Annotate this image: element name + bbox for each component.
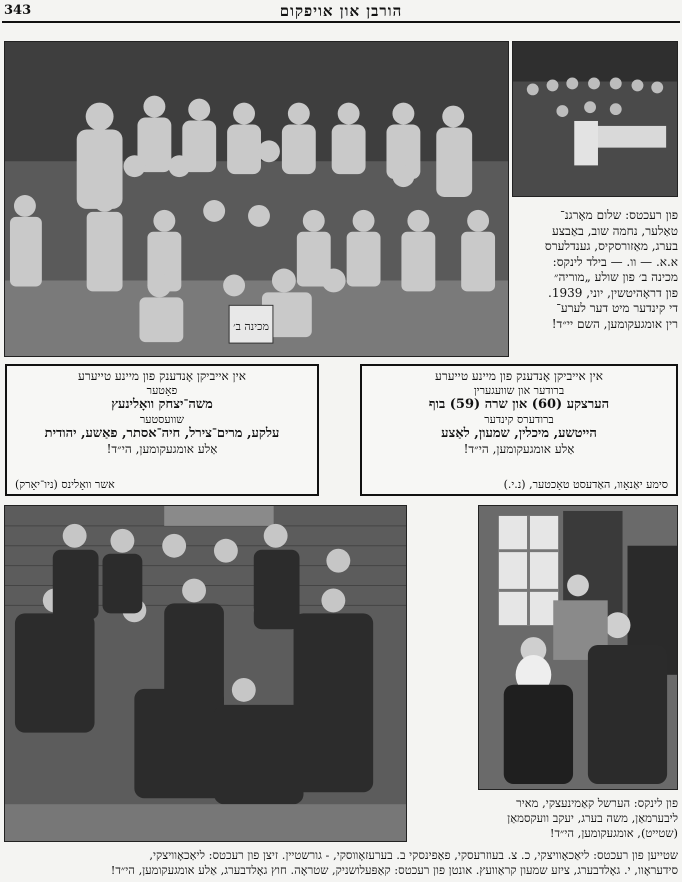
memorial-right-line-5: הייטשע, מיכלין, שמעון, לאַצע bbox=[441, 426, 597, 442]
footer-caption: שטייען פון רעכטס: ליאַכאָוויצקי, כ. צ. בעוזרעסקי, פאַפינסקי ב. בערעזאָווסקי, - גורשטיין. זיצן פון רעכטס: ליאַכאָוויצקי, סידעראָוו, י. גאָלדבערג, ציזע שמעון קראַוועץ. אונטן פון רעכטס: קאַפּעלושניק, שטראָה. חוץ גאָלדבערג, אַלע אומגעקומען, הי״ד! bbox=[110, 848, 678, 877]
memorial-left-line-6: אַלע אומגעקומען, הי״ד! bbox=[106, 441, 218, 456]
elders-photo-image bbox=[479, 506, 677, 789]
memorial-left-line-4: שוועסטער bbox=[139, 412, 185, 426]
photo-caption-bottom-right: פון לינקס: הערשל קאַמינעצקי, מאיר ליבערמאַן, משה בערג, יעקב וועקסמאַן (שטייט), אומגעקומען, הי״ד! bbox=[507, 796, 678, 840]
memorial-right-signature: סימע יאַנאָוו, האַדעסט טאָכטער, (נ.י.) bbox=[503, 478, 668, 491]
memorial-left-line-5: עלקע, מרים־צירל, חיה־אסתר, פאַשע, יהודית bbox=[44, 426, 280, 442]
memorial-left-line-2: פאָטער bbox=[146, 383, 178, 397]
memorial-right-line-2: ברודער און שוועגערין bbox=[473, 383, 565, 397]
elders-photo bbox=[478, 505, 678, 790]
memorial-right-line-3: הערצקע (60) און שרה (59) בוף bbox=[428, 397, 610, 413]
memorial-left-signature: אשר וואָלינס (ניו־יאָרק) bbox=[15, 478, 115, 491]
page-number: 343 bbox=[4, 3, 32, 18]
page-title: הורבן און אויפקום bbox=[279, 2, 403, 20]
class-photo-image bbox=[5, 42, 508, 356]
memorial-box-left bbox=[5, 364, 319, 496]
header-rule bbox=[2, 21, 680, 23]
group-photo-top-right bbox=[512, 41, 678, 197]
memorial-right-line-1: אין אייביקן אָנדענק פון מיינע טייערע bbox=[435, 369, 603, 383]
memorial-right-line-6: אַלע אומגעקומען, הי״ד! bbox=[463, 441, 575, 456]
youth-group-photo-image bbox=[5, 506, 406, 841]
memorial-box-right bbox=[360, 364, 678, 496]
memorial-left-line-1: אין אייביקן אָנדענק פון מיינע טייערע bbox=[78, 369, 246, 383]
memorial-left-line-3: משה־יצחק וואָלינעץ bbox=[111, 397, 213, 413]
photo-caption-top-right: פון רעכטס: שלום מאָרגנ־ טאַלער, נחמה שוב, באַבצע בערג, מאַזורסקיס, גענדלערס א.א. — וו. — בילד לינקס: מכינה ב׳ פון שולע „מוריה״ פון דראָהיטשין, יוני, 1939. די קינדער מיט דער לערע־ רין אומגעקומען, השם יי״ד! bbox=[544, 208, 678, 331]
memorial-right-line-4: ברודערס קינדער bbox=[484, 412, 554, 426]
group-photo-top-right-image bbox=[513, 42, 677, 196]
youth-group-photo bbox=[4, 505, 407, 842]
class-photo bbox=[4, 41, 509, 357]
class-photo-sign: מכינה ב׳ bbox=[233, 320, 269, 334]
